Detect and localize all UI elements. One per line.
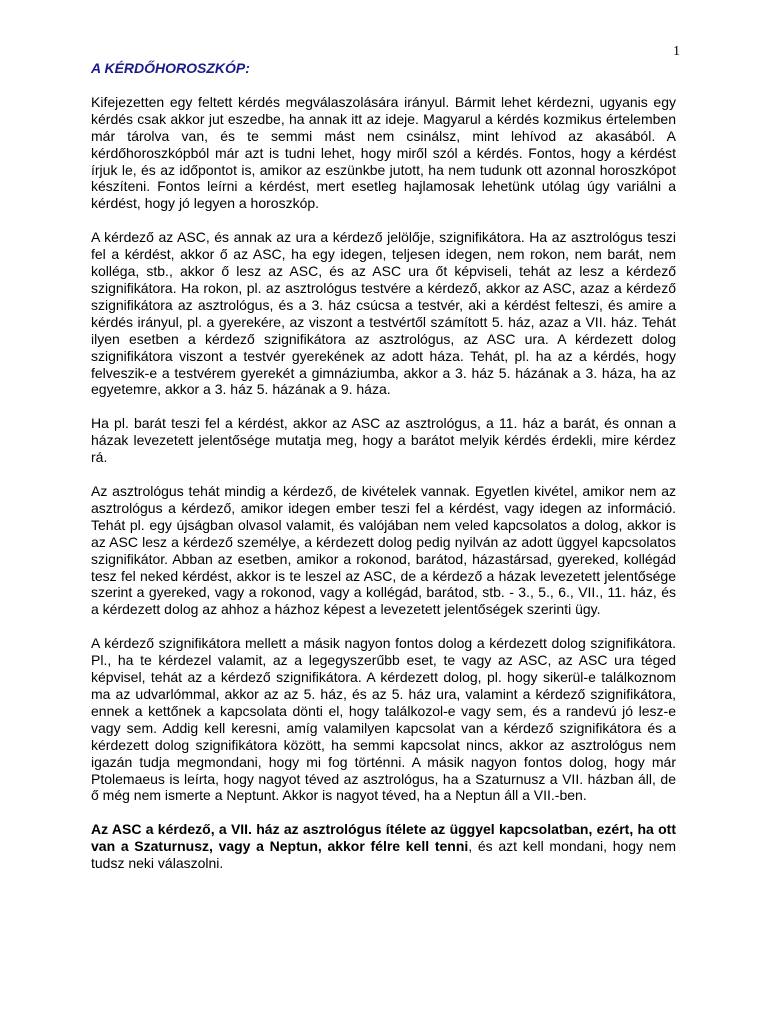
- paragraph-intro: Kifejezetten egy feltett kérdés megválaszolására irányul. Bármit lehet kérdezni, ugyanis egy kérdés csak akkor jut eszedbe, ha annak itt az ideje. Magyarul a kérdés kozmikus értelemben már tárolva van, és te semmi mást nem csinálsz, mint lehívod az akasából. A kérdőhoroszkópból már azt is tudni lehet, hogy miről szól a kérdés. Fontos, hogy a kérdést írjuk le, és az időpontot is, amikor az eszünkbe jutott, ha nem tudunk ott azonnal horoszkópot készíteni. Fontos leírni a kérdést, mert esetleg hajlamosak lehetünk utólag úgy variálni a kérdést, hogy jó legyen a horoszkóp.: [91, 93, 676, 212]
- paragraph-conclusion: [91, 821, 676, 872]
- conclusion-bold-text: Az ASC a kérdező, a VII. ház az asztrológus ítélete az üggyel kapcsolatban, ezért, ha ott van a Szaturnusz, vagy a Neptun, akkor félre kell tenni: [91, 821, 676, 855]
- page-number: 1: [673, 44, 680, 59]
- paragraph-friend-question: Ha pl. barát teszi fel a kérdést, akkor az ASC az asztrológus, a 11. ház a barát, és onnan a házak levezetett jelentősége mutatja meg, hogy a barátot melyik kérdés érdekli, mire kérdez rá.: [91, 415, 676, 466]
- document-title: A KÉRDŐHOROSZKÓP:: [91, 60, 250, 76]
- conclusion-normal-text: , és azt kell mondani, hogy nem tudsz neki válaszolni.: [91, 838, 676, 872]
- paragraph-exceptions: Az asztrológus tehát mindig a kérdező, de kivételek vannak. Egyetlen kivétel, amikor nem az asztrológus a kérdező, amikor idegen ember teszi fel a kérdést, vagy idegen az információ. Tehát pl. egy újságban olvasol valamit, és valójában nem veled kapcsolatos a dolog, akkor is az ASC lesz a kérdező személye, a kérdezett dolog pedig nyilván az adott üggyel kapcsolatos szignifikátor. Abban az esetben, amikor a rokonod, barátod, házastársad, gyereked, kollégád tesz fel neked kérdést, akkor is te leszel az ASC, de a kérdező a házak levezetett jelentősége szerint a gyereked, vagy a rokonod, vagy a kollégád, barátod, stb. - 3., 5., 6., VII., 11. ház, és a kérdezett dolog az ahhoz a házhoz képest a levezetett jelentőségek szerinti ügy.: [91, 483, 676, 618]
- paragraph-quesited-significator: A kérdező szignifikátora mellett a másik nagyon fontos dolog a kérdezett dolog szignifikátora. Pl., ha te kérdezel valamit, az a legegyszerűbb eset, te vagy az ASC, az ASC ura téged képvisel, tehát az a kérdező szignifikátora. A kérdezett dolog, pl. hogy sikerül-e találkoznom ma az udvarlómmal, akkor az az 5. ház, és az 5. ház ura, valamint a kérdező szignifikátora, ennek a kettőnek a kapcsolata dönti el, hogy találkozol-e vagy sem, és a randevú jó lesz-e vagy sem. Addig kell keresni, amíg valamilyen kapcsolat van a kérdező szignifikátora és a kérdezett dolog szignifikátora között, ha semmi kapcsolat nincs, akkor az asztrológus nem igazán tudja megmondani, hogy mi fog történni. A másik nagyon fontos dolog, hogy már Ptolemaeus is leírta, hogy nagyot téved az asztrológus, ha a Szaturnusz a VII. házban áll, de ő még nem ismerte a Neptunt. Akkor is nagyot téved, ha a Neptun áll a VII.-ben.: [91, 635, 676, 804]
- document-body: [91, 60, 676, 889]
- paragraph-asc-querent: A kérdező az ASC, és annak az ura a kérdező jelölője, szignifikátora. Ha az asztrológus teszi fel a kérdést, akkor ő az ASC, ha egy idegen, teljesen idegen, nem rokon, nem barát, nem kolléga, stb., akkor ő lesz az ASC, és az ASC ura őt képviseli, tehát az lesz a kérdező szignifikátora. Ha rokon, pl. az asztrológus testvére a kérdező, akkor az ASC, azaz a kérdező szignifikátora az asztrológus, és a 3. ház csúcsa a testvér, aki a kérdést felteszi, és amire a kérdés irányul, pl. a gyerekére, az viszont a testvértől számított 5. ház, azaz a VII. ház. Tehát ilyen esetben a kérdező szignifikátora az asztrológus, az ASC ura. A kérdezett dolog szignifikátora viszont a testvér gyerekének az adott háza. Tehát, pl. ha az a kérdés, hogy felveszik-e a testvérem gyerekét a gimnáziumba, akkor a 3. ház 5. házának a 3. háza, ha az egyetemre, akkor a 3. ház 5. házának a 9. háza.: [91, 229, 676, 398]
